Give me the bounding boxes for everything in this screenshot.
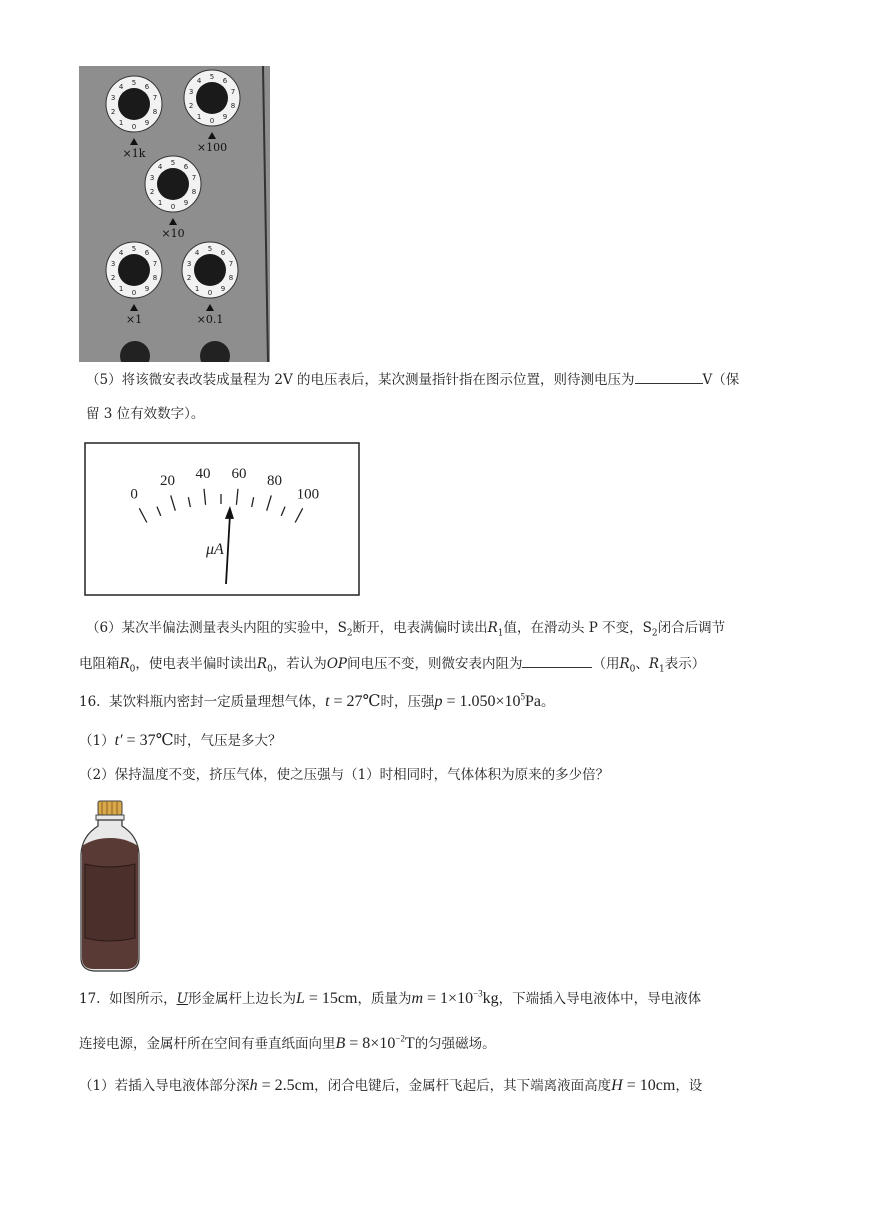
resistance-box-photo bbox=[79, 66, 270, 362]
dial-digit: 8 bbox=[152, 107, 158, 116]
dial-digit: 9 bbox=[220, 284, 226, 293]
dial-digit: 0 bbox=[131, 123, 137, 131]
q5-text: （5）将该微安表改装成量程为 2V 的电压表后，某次测量指针指在图示位置，则待测电压为 bbox=[86, 372, 635, 388]
dial-digit: 7 bbox=[152, 94, 158, 103]
dial-digit: 4 bbox=[194, 249, 200, 258]
dial-digit: 4 bbox=[196, 77, 202, 86]
dial-digit: 7 bbox=[152, 260, 158, 269]
dial-digit: 6 bbox=[220, 249, 226, 258]
dial-digit: 7 bbox=[230, 88, 236, 97]
resistance-box-figure bbox=[79, 66, 270, 362]
dial-digit: 3 bbox=[186, 260, 192, 269]
dial-digit: 1 bbox=[196, 112, 202, 121]
dial-digit: 4 bbox=[118, 249, 124, 258]
dial-digit: 6 bbox=[144, 83, 150, 92]
dial-digit: 7 bbox=[228, 260, 234, 269]
meter-tick-label: 40 bbox=[195, 465, 211, 482]
dial-digit: 0 bbox=[207, 289, 213, 297]
meter-tick-label: 100 bbox=[296, 486, 320, 503]
dial-digit: 2 bbox=[186, 273, 192, 282]
meter-tick-label: 80 bbox=[266, 472, 282, 489]
dial-digit: 5 bbox=[170, 159, 176, 167]
dial-digit: 4 bbox=[157, 163, 163, 172]
dial-digit: 2 bbox=[149, 187, 155, 196]
dial-digit: 3 bbox=[110, 260, 116, 269]
q6-line2: 电阻箱$R_0$，使电表半偏时读出$R_0$，若认为OP间电压不变，则微安表内阻为 （用$R_0$、$R_1$表示） bbox=[79, 653, 705, 674]
dial-digit: 9 bbox=[183, 198, 189, 207]
dial-multiplier-label: ×1 bbox=[125, 313, 143, 326]
dial-digit: 9 bbox=[222, 112, 228, 121]
meter-tick-label: 60 bbox=[231, 465, 247, 482]
dial-digit: 2 bbox=[110, 107, 116, 116]
dial-digit: 1 bbox=[157, 198, 163, 207]
dial-digit: 8 bbox=[230, 101, 236, 110]
dial-digit: 5 bbox=[207, 245, 213, 253]
dial-multiplier-label: ×100 bbox=[196, 141, 228, 154]
dial-digit: 4 bbox=[118, 83, 124, 92]
dial-digit: 1 bbox=[118, 284, 124, 293]
dial-digit: 1 bbox=[118, 118, 124, 127]
meter-tick-label: 0 bbox=[130, 486, 138, 503]
dial-digit: 8 bbox=[152, 273, 158, 282]
dial-multiplier-label: ×1k bbox=[122, 147, 146, 160]
q16-part2: （2）保持温度不变，挤压气体，使之压强与（1）时相同时，气体体积为原来的多少倍？ bbox=[79, 767, 610, 783]
q17-stem-line1: 17. 如图所示，U形金属杆上边长为L = 15cm，质量为$m = 1\times 10^{-3}kg$，下端插入导电液体中，导电液体 bbox=[79, 988, 702, 1007]
dial-digit: 0 bbox=[131, 289, 137, 297]
bottle-figure bbox=[78, 798, 142, 974]
dial-digit: 7 bbox=[191, 174, 197, 183]
q5-text-end: V（保 bbox=[702, 372, 740, 388]
meter-tick-label: 20 bbox=[160, 472, 176, 489]
dial-digit: 6 bbox=[144, 249, 150, 258]
dial-digit: 8 bbox=[191, 187, 197, 196]
meter-unit-label: μA bbox=[206, 541, 224, 558]
dial-digit: 0 bbox=[209, 117, 215, 125]
dial-digit: 9 bbox=[144, 284, 150, 293]
dial-digit: 3 bbox=[188, 88, 194, 97]
q16-part1: （1）t′ = 37℃时，气压是多大？ bbox=[79, 732, 282, 749]
dial-digit: 3 bbox=[149, 174, 155, 183]
dial-digit: 2 bbox=[188, 101, 194, 110]
q17-part1: （1）若插入导电液体部分深h = 2.5cm，闭合电键后，金属杆飞起后，其下端离液面高度H = 10cm，设 bbox=[79, 1077, 703, 1094]
dial-digit: 3 bbox=[110, 94, 116, 103]
q6-line1: （6）某次半偏法测量表头内阻的实验中，$S_2$断开，电表满偏时读出$R_1$值，在滑动头 P 不变，$S_2$闭合后调节 bbox=[86, 620, 726, 639]
dial-digit: 0 bbox=[170, 203, 176, 211]
q17-stem-line2: 连接电源，金属杆所在空间有垂直纸面向里$B = 8\times 10^{-2}T$的匀强磁场。 bbox=[79, 1033, 496, 1052]
dial-digit: 1 bbox=[194, 284, 200, 293]
dial-digit: 6 bbox=[183, 163, 189, 172]
q5-answer-blank[interactable] bbox=[635, 369, 703, 384]
microammeter-figure bbox=[84, 442, 360, 596]
q5-line1 bbox=[86, 369, 739, 390]
q6-answer-blank[interactable] bbox=[522, 653, 592, 668]
dial-digit: 5 bbox=[131, 79, 137, 87]
dial-digit: 2 bbox=[110, 273, 116, 282]
q16-stem: 16. 某饮料瓶内密封一定质量理想气体，t = 27℃时，压强$p = 1.050\times 10^5Pa$。 bbox=[79, 691, 555, 710]
dial-multiplier-label: ×0.1 bbox=[196, 313, 224, 326]
dial-digit: 5 bbox=[209, 73, 215, 81]
dial-digit: 9 bbox=[144, 118, 150, 127]
q5-line2: 留 3 位有效数字）。 bbox=[86, 406, 205, 422]
dial-digit: 5 bbox=[131, 245, 137, 253]
dial-multiplier-label: ×10 bbox=[161, 227, 185, 240]
dial-digit: 8 bbox=[228, 273, 234, 282]
dial-digit: 6 bbox=[222, 77, 228, 86]
